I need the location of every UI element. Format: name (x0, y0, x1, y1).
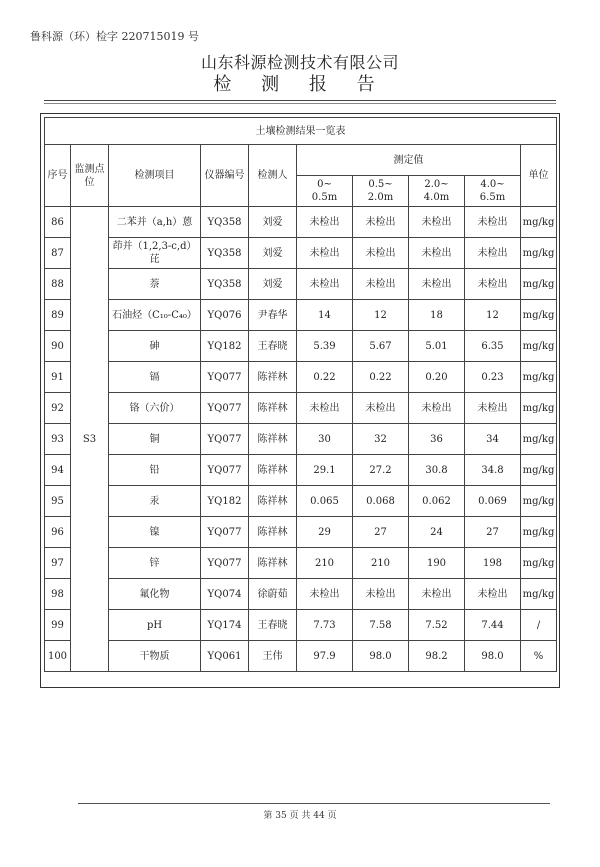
header-depth: 4.0~ 6.5m (465, 176, 521, 207)
table-row (45, 548, 557, 579)
cell-value: 98.0 (465, 641, 521, 672)
cell-tester: 尹春华 (249, 300, 297, 331)
cell-value: 未检出 (409, 238, 465, 269)
cell-instrument: YQ358 (201, 238, 249, 269)
table-row (45, 362, 557, 393)
cell-value: 14 (297, 300, 353, 331)
cell-instrument: YQ174 (201, 610, 249, 641)
cell-value: 27 (465, 517, 521, 548)
cell-value: 未检出 (297, 238, 353, 269)
cell-item: 砷 (109, 331, 201, 362)
cell-value: 7.58 (353, 610, 409, 641)
cell-seq: 94 (45, 455, 71, 486)
cell-value: 18 (409, 300, 465, 331)
cell-value: 0.069 (465, 486, 521, 517)
header-seq: 序号 (45, 145, 71, 207)
cell-instrument: YQ182 (201, 331, 249, 362)
table-title: 土壤检测结果一览表 (45, 118, 557, 145)
cell-instrument: YQ074 (201, 579, 249, 610)
cell-value: 未检出 (465, 238, 521, 269)
cell-value: 29 (297, 517, 353, 548)
cell-instrument: YQ061 (201, 641, 249, 672)
cell-tester: 陈祥林 (249, 548, 297, 579)
table-row (45, 269, 557, 300)
cell-seq: 100 (45, 641, 71, 672)
table-row (45, 579, 557, 610)
header-instrument: 仪器编号 (201, 145, 249, 207)
table-row (45, 610, 557, 641)
cell-unit: mg/kg (521, 424, 557, 455)
cell-seq: 98 (45, 579, 71, 610)
cell-instrument: YQ358 (201, 269, 249, 300)
cell-value: 7.44 (465, 610, 521, 641)
cell-item: 铬（六价） (109, 393, 201, 424)
cell-value: 36 (409, 424, 465, 455)
cell-value: 12 (465, 300, 521, 331)
cell-value: 12 (353, 300, 409, 331)
cell-value: 6.35 (465, 331, 521, 362)
table-row (45, 331, 557, 362)
table-row (45, 238, 557, 269)
cell-value: 未检出 (465, 579, 521, 610)
cell-item: 干物质 (109, 641, 201, 672)
cell-item: 氟化物 (109, 579, 201, 610)
cell-value: 未检出 (353, 238, 409, 269)
cell-value: 未检出 (353, 579, 409, 610)
cell-instrument: YQ077 (201, 455, 249, 486)
cell-unit: mg/kg (521, 362, 557, 393)
cell-tester: 陈祥林 (249, 455, 297, 486)
cell-unit: mg/kg (521, 486, 557, 517)
header-depth: 0~ 0.5m (297, 176, 353, 207)
cell-seq: 95 (45, 486, 71, 517)
cell-unit: mg/kg (521, 331, 557, 362)
cell-item: 汞 (109, 486, 201, 517)
cell-tester: 王春晓 (249, 610, 297, 641)
cell-tester: 刘爱 (249, 238, 297, 269)
cell-item: 茚并（1,2,3-c,d）芘 (109, 238, 201, 269)
cell-tester: 王伟 (249, 641, 297, 672)
cell-item: 铜 (109, 424, 201, 455)
cell-value: 98.0 (353, 641, 409, 672)
cell-value: 0.20 (409, 362, 465, 393)
cell-tester: 陈祥林 (249, 486, 297, 517)
table-row (45, 207, 557, 238)
cell-value: 29.1 (297, 455, 353, 486)
cell-seq: 87 (45, 238, 71, 269)
cell-seq: 96 (45, 517, 71, 548)
cell-tester: 王春晓 (249, 331, 297, 362)
cell-item: pH (109, 610, 201, 641)
cell-value: 未检出 (409, 269, 465, 300)
table-row (45, 641, 557, 672)
header-item: 检测项目 (109, 145, 201, 207)
cell-unit: mg/kg (521, 238, 557, 269)
cell-value: 0.065 (297, 486, 353, 517)
header-rule (44, 100, 556, 104)
cell-value: 5.01 (409, 331, 465, 362)
cell-value: 未检出 (409, 207, 465, 238)
cell-instrument: YQ077 (201, 424, 249, 455)
footer-rule (78, 803, 550, 804)
cell-value: 7.73 (297, 610, 353, 641)
cell-value: 未检出 (297, 207, 353, 238)
cell-value: 5.39 (297, 331, 353, 362)
cell-seq: 90 (45, 331, 71, 362)
cell-item: 镉 (109, 362, 201, 393)
cell-value: 未检出 (353, 207, 409, 238)
cell-instrument: YQ077 (201, 548, 249, 579)
cell-seq: 86 (45, 207, 71, 238)
table-row (45, 486, 557, 517)
cell-instrument: YQ182 (201, 486, 249, 517)
cell-unit: mg/kg (521, 393, 557, 424)
cell-value: 0.062 (409, 486, 465, 517)
cell-unit: / (521, 610, 557, 641)
cell-value: 32 (353, 424, 409, 455)
cell-instrument: YQ076 (201, 300, 249, 331)
table-row (45, 300, 557, 331)
header-unit: 单位 (521, 145, 557, 207)
cell-value: 未检出 (297, 393, 353, 424)
cell-value: 30.8 (409, 455, 465, 486)
cell-tester: 陈祥林 (249, 517, 297, 548)
cell-value: 34.8 (465, 455, 521, 486)
cell-seq: 89 (45, 300, 71, 331)
cell-tester: 徐蔚茹 (249, 579, 297, 610)
header-point: 监测点位 (71, 145, 109, 207)
cell-tester: 陈祥林 (249, 393, 297, 424)
report-ref-number: 鲁科源（环）检字 220715019 号 (30, 30, 199, 43)
cell-seq: 97 (45, 548, 71, 579)
cell-value: 210 (353, 548, 409, 579)
cell-value: 27 (353, 517, 409, 548)
cell-seq: 93 (45, 424, 71, 455)
cell-value: 210 (297, 548, 353, 579)
cell-seq: 91 (45, 362, 71, 393)
cell-tester: 陈祥林 (249, 362, 297, 393)
cell-value: 98.2 (409, 641, 465, 672)
cell-value: 0.22 (353, 362, 409, 393)
cell-value: 未检出 (353, 393, 409, 424)
cell-value: 0.068 (353, 486, 409, 517)
company-name: 山东科源检测技术有限公司 (200, 53, 399, 72)
cell-unit: % (521, 641, 557, 672)
cell-item: 锌 (109, 548, 201, 579)
cell-tester: 陈祥林 (249, 424, 297, 455)
cell-value: 27.2 (353, 455, 409, 486)
cell-unit: mg/kg (521, 455, 557, 486)
cell-value: 未检出 (465, 207, 521, 238)
cell-seq: 92 (45, 393, 71, 424)
cell-instrument: YQ077 (201, 393, 249, 424)
cell-unit: mg/kg (521, 207, 557, 238)
header-depth: 2.0~ 4.0m (409, 176, 465, 207)
cell-value: 198 (465, 548, 521, 579)
table-row (45, 393, 557, 424)
cell-value: 未检出 (465, 269, 521, 300)
cell-value: 0.22 (297, 362, 353, 393)
cell-unit: mg/kg (521, 517, 557, 548)
cell-item: 二苯并（a,h）蒽 (109, 207, 201, 238)
table-row (45, 517, 557, 548)
cell-value: 未检出 (297, 269, 353, 300)
cell-value: 34 (465, 424, 521, 455)
report-title: 检 测 报 告 (213, 74, 387, 95)
cell-unit: mg/kg (521, 579, 557, 610)
cell-seq: 99 (45, 610, 71, 641)
cell-value: 未检出 (409, 393, 465, 424)
results-table (44, 117, 557, 672)
cell-item: 铅 (109, 455, 201, 486)
cell-instrument: YQ358 (201, 207, 249, 238)
header-tester: 检测人 (249, 145, 297, 207)
table-row (45, 455, 557, 486)
cell-value: 5.67 (353, 331, 409, 362)
cell-unit: mg/kg (521, 548, 557, 579)
cell-value: 未检出 (465, 393, 521, 424)
cell-value: 97.9 (297, 641, 353, 672)
cell-item: 萘 (109, 269, 201, 300)
cell-point: S3 (71, 207, 109, 672)
page-number: 第 35 页 共 44 页 (263, 811, 337, 821)
cell-value: 未检出 (353, 269, 409, 300)
cell-value: 24 (409, 517, 465, 548)
cell-unit: mg/kg (521, 269, 557, 300)
cell-value: 0.23 (465, 362, 521, 393)
cell-tester: 刘爱 (249, 207, 297, 238)
cell-item: 石油烃（C₁₀-C₄₀） (109, 300, 201, 331)
cell-item: 镍 (109, 517, 201, 548)
cell-value: 30 (297, 424, 353, 455)
cell-unit: mg/kg (521, 300, 557, 331)
header-measured: 测定值 (297, 145, 521, 176)
cell-seq: 88 (45, 269, 71, 300)
header-depth: 0.5~ 2.0m (353, 176, 409, 207)
table-row (45, 424, 557, 455)
cell-instrument: YQ077 (201, 362, 249, 393)
cell-value: 未检出 (297, 579, 353, 610)
cell-instrument: YQ077 (201, 517, 249, 548)
cell-value: 190 (409, 548, 465, 579)
cell-tester: 刘爱 (249, 269, 297, 300)
cell-value: 7.52 (409, 610, 465, 641)
cell-value: 未检出 (409, 579, 465, 610)
